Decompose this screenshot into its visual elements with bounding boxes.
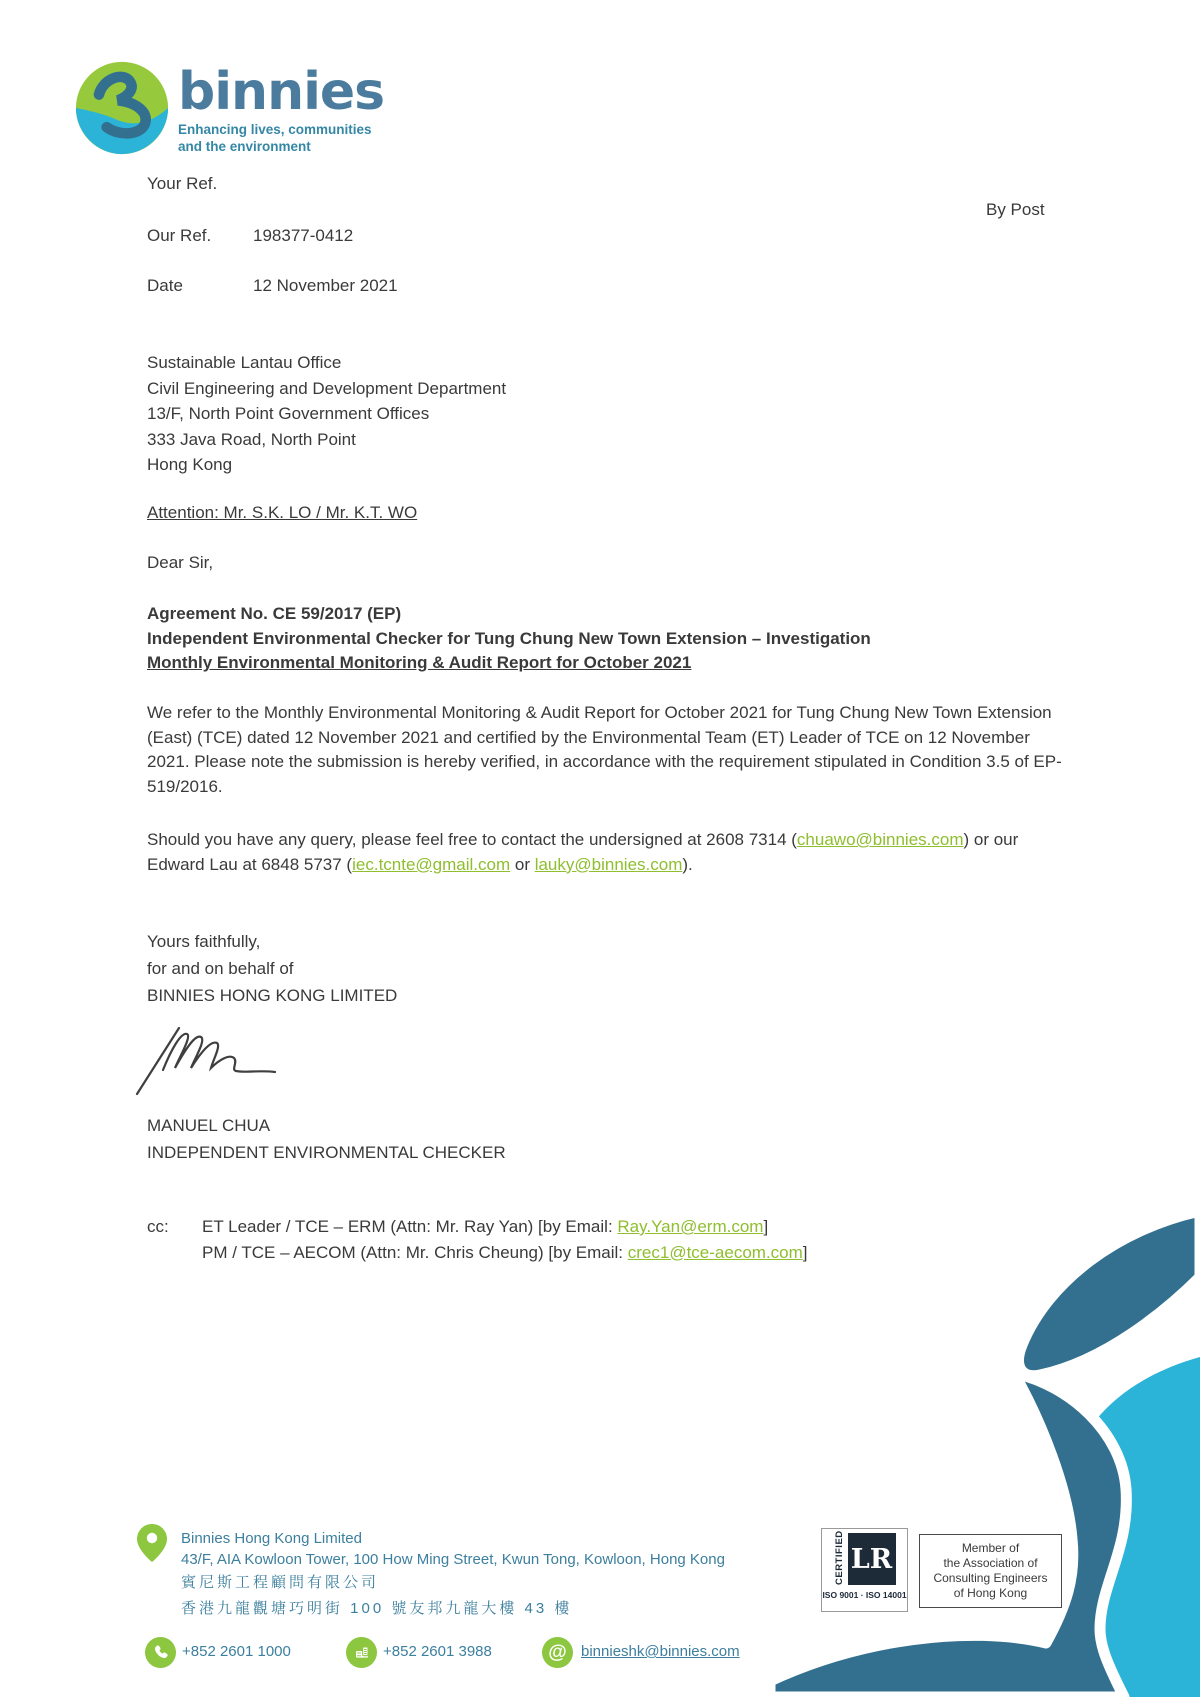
email-link-lauky[interactable]: lauky@binnies.com (534, 854, 683, 874)
body-paragraph-2 (147, 828, 1069, 877)
cc-line2-suffix: ] (802, 1242, 808, 1262)
recipient-line: 13/F, North Point Government Offices (147, 404, 430, 423)
subject-block (147, 602, 1077, 676)
recipient-line: Civil Engineering and Development Department (147, 378, 507, 398)
recipient-line: Hong Kong (147, 455, 233, 474)
para2-text: Should you have any query, please feel free to contact the undersigned at 2608 7314 ( (147, 830, 797, 849)
footer-phone: +852 2601 1000 (182, 1643, 291, 1660)
closing-line2: for and on behalf of (147, 959, 294, 978)
recipient-address (147, 350, 506, 478)
para2-text: ) or our Edward Lau at 6848 5737 ( (147, 830, 1019, 874)
footer-address (181, 1528, 725, 1622)
signer-name: MANUEL CHUA (147, 1116, 271, 1135)
para2-text: or (510, 854, 535, 874)
ace-line1: Member of (961, 1541, 1020, 1555)
lr-iso-text: ISO 9001 · ISO 14001 (822, 1590, 907, 1600)
cc-line1 (202, 1214, 808, 1240)
subject-line1: Agreement No. CE 59/2017 (EP) (147, 604, 402, 623)
signer-block (147, 1112, 506, 1166)
email-link-crec1[interactable]: crec1@tce-aecom.com (627, 1242, 803, 1262)
binnies-swirl-graphic (770, 1177, 1200, 1697)
recipient-line: 333 Java Road, North Point (147, 429, 356, 449)
your-ref-row (147, 174, 253, 194)
cc-block (147, 1214, 808, 1265)
footer-company: Binnies Hong Kong Limited (181, 1530, 362, 1547)
date-label: Date (147, 276, 183, 295)
signature-image (133, 1018, 293, 1098)
date-value: 12 November 2021 (253, 276, 398, 295)
footer-email-wrap (581, 1643, 740, 1660)
email-link-ray-yan[interactable]: Ray.Yan@erm.com (617, 1217, 764, 1236)
your-ref-label: Your Ref. (147, 174, 218, 193)
footer-email-link[interactable]: binnieshk@binnies.com (581, 1643, 740, 1660)
tagline-line2: and the environment (178, 138, 311, 154)
lr-certification-logo (821, 1528, 908, 1612)
cc-line1-suffix: ] (763, 1217, 769, 1236)
cc-list (202, 1214, 808, 1265)
subject-line2: Independent Environmental Checker for Tung Chung New Town Extension – Investigation (147, 628, 871, 648)
ace-line3: Consulting Engineers (933, 1571, 1048, 1585)
email-link-iec-tcnte[interactable]: iec.tcnte@gmail.com (352, 854, 511, 874)
lr-glyph: LR (848, 1533, 896, 1585)
cc-line1-text: ET Leader / TCE – ERM (Attn: Mr. Ray Yan) [by Email: (202, 1217, 618, 1236)
closing-block (147, 928, 397, 1009)
binnies-logo-icon (74, 60, 170, 156)
fax-icon (346, 1637, 377, 1668)
cc-label: cc: (147, 1217, 169, 1236)
email-at-icon: @ (542, 1637, 573, 1668)
footer-address-en: 43/F, AIA Kowloon Tower, 100 How Ming Street, Kwun Tong, Kowloon, Hong Kong (181, 1551, 725, 1568)
phone-icon (145, 1637, 176, 1668)
body-paragraph-1: We refer to the Monthly Environmental Monitoring & Audit Report for October 2021 for Tung Chung New Town Extension (East) (TCE) dated 12 November 2021 and certified by the Environmental Team (ET) Leader of TCE on 12 November 2021. Please note the submission is hereby verified, in accordance with the requirement stipulated in Condition 3.5 of EP-519/2016. (147, 703, 1062, 797)
recipient-line: Sustainable Lantau Office (147, 353, 342, 372)
attention-line: Attention: Mr. S.K. LO / Mr. K.T. WO (147, 503, 418, 522)
ace-line4: of Hong Kong (953, 1586, 1028, 1600)
closing-line3: BINNIES HONG KONG LIMITED (147, 986, 398, 1005)
our-ref-value: 198377-0412 (253, 226, 354, 245)
footer-fax: +852 2601 3988 (383, 1643, 492, 1660)
email-link-chuawo[interactable]: chuawo@binnies.com (796, 830, 964, 849)
our-ref-row (147, 226, 353, 246)
location-pin-icon (137, 1524, 167, 1562)
salutation: Dear Sir, (147, 553, 214, 572)
footer-company-zh: 賓尼斯工程顧問有限公司 (181, 1574, 380, 1591)
ace-line2: the Association of (943, 1556, 1038, 1570)
footer-address-zh: 香港九龍觀塘巧明街 100 號友邦九龍大樓 43 樓 (181, 1600, 573, 1617)
by-post-label: By Post (986, 200, 1045, 219)
binnies-logo (74, 60, 384, 156)
signer-title: INDEPENDENT ENVIRONMENTAL CHECKER (147, 1143, 506, 1162)
closing-line1: Yours faithfully, (147, 932, 261, 951)
lr-certified-text: CERTIFIED (833, 1530, 845, 1585)
subject-line3: Monthly Environmental Monitoring & Audit Report for October 2021 (147, 653, 692, 672)
date-row (147, 276, 398, 296)
ace-membership-logo (919, 1534, 1062, 1608)
brand-tagline (178, 122, 384, 156)
para2-text: ). (682, 854, 693, 874)
cc-line2 (202, 1240, 808, 1266)
our-ref-label: Our Ref. (147, 226, 212, 245)
brand-wordmark: binnies (178, 62, 385, 122)
tagline-line1: Enhancing lives, communities (178, 122, 372, 137)
cc-line2-text: PM / TCE – AECOM (Attn: Mr. Chris Cheung) [by Email: (202, 1242, 628, 1262)
